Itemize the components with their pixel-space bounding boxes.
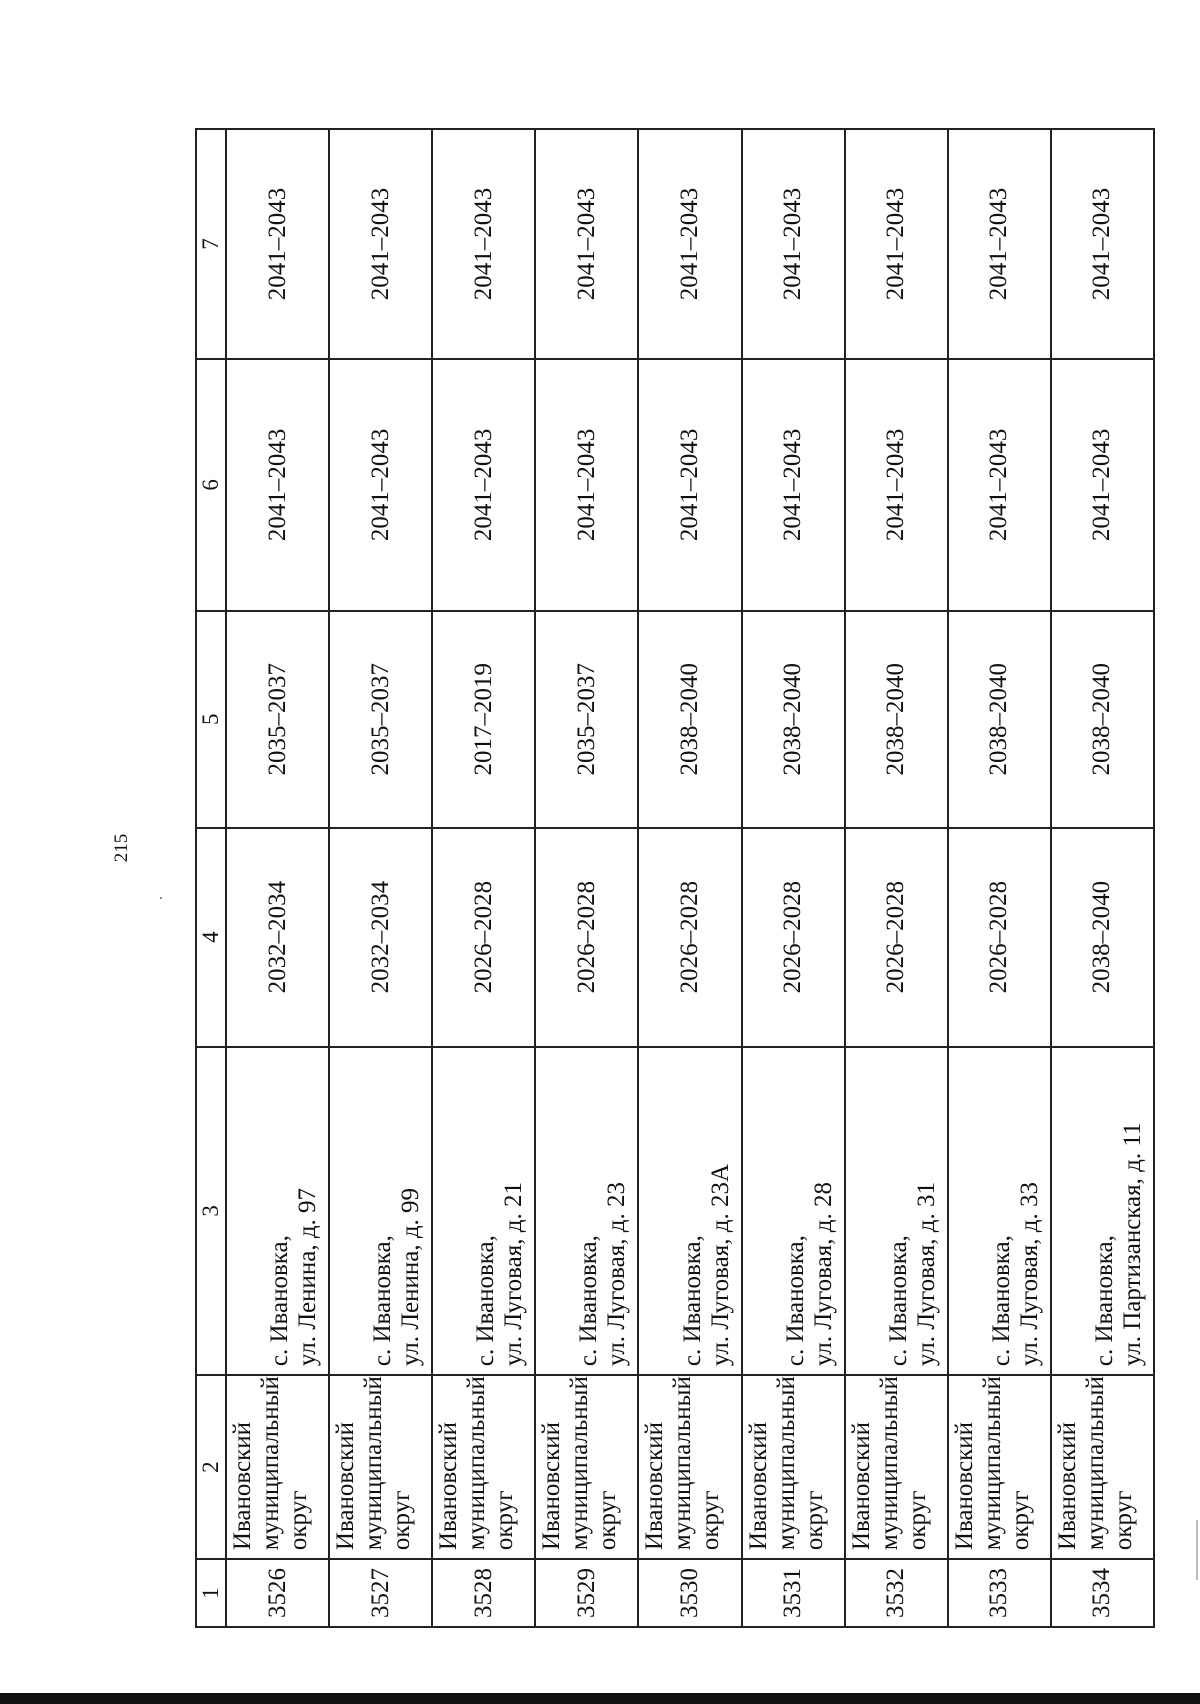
header-cell-2: 2 [196,1375,226,1559]
schedule-table [195,128,1155,1628]
period-cell-5: 2038–2040 [638,611,741,828]
district-line: муниципальный [875,1376,903,1551]
district-line: округ [594,1490,622,1551]
address-line: ул. Луговая, д. 21 [500,1182,528,1367]
row-number-cell: 3527 [329,1559,432,1627]
district-line: муниципальный [772,1376,800,1551]
period-cell-6: 2041–2043 [535,359,638,611]
row-number-cell: 3531 [742,1559,845,1627]
row-number-cell: 3529 [535,1559,638,1627]
table-row [1051,129,1154,1627]
address-cell [845,1047,948,1376]
address-line: с. Ивановка, [678,1235,706,1367]
district-line: округ [800,1490,828,1551]
address-cell [742,1047,845,1376]
address-cell [948,1047,1051,1376]
district-cell [329,1375,432,1559]
address-line: с. Ивановка, [369,1235,397,1367]
period-cell-4: 2038–2040 [1051,828,1154,1047]
district-cell [432,1375,535,1559]
header-cell-7: 7 [196,129,226,359]
address-cell [432,1047,535,1376]
address-line: ул. Луговая, д. 23А [706,1163,734,1367]
period-cell-6: 2041–2043 [638,359,741,611]
header-cell-1: 1 [196,1559,226,1627]
period-cell-7: 2041–2043 [742,129,845,359]
address-line: ул. Партизанская, д. 11 [1119,1122,1146,1367]
period-cell-4: 2026–2028 [432,828,535,1047]
district-line: муниципальный [669,1376,697,1551]
scan-edge-mark [1196,1520,1198,1580]
district-line: муниципальный [566,1376,594,1551]
district-line: муниципальный [463,1376,491,1551]
period-cell-7: 2041–2043 [329,129,432,359]
period-cell-7: 2041–2043 [535,129,638,359]
table-row [432,129,535,1627]
table-row [226,129,329,1627]
row-number-cell: 3533 [948,1559,1051,1627]
table-row [845,129,948,1627]
address-cell [329,1047,432,1376]
header-cell-5: 5 [196,611,226,828]
address-line: ул. Луговая, д. 33 [1015,1182,1043,1367]
address-line: с. Ивановка, [575,1235,603,1367]
address-line: с. Ивановка, [472,1235,500,1367]
period-cell-4: 2032–2034 [329,828,432,1047]
address-line: ул. Ленина, д. 99 [397,1187,425,1367]
period-cell-5: 2038–2040 [845,611,948,828]
address-line: с. Ивановка, [884,1235,912,1367]
district-line: муниципальный [978,1376,1006,1551]
period-cell-6: 2041–2043 [432,359,535,611]
period-cell-6: 2041–2043 [742,359,845,611]
scan-speck [160,897,162,899]
period-cell-7: 2041–2043 [638,129,741,359]
address-line: с. Ивановка, [266,1235,294,1367]
table-body [196,129,1154,1627]
address-cell [638,1047,741,1376]
district-line: округ [903,1490,931,1551]
district-line: округ [1109,1490,1137,1551]
period-cell-7: 2041–2043 [1051,129,1154,359]
address-line: ул. Луговая, д. 28 [809,1182,837,1367]
period-cell-6: 2041–2043 [1051,359,1154,611]
period-cell-4: 2026–2028 [638,828,741,1047]
address-line: ул. Луговая, д. 23 [603,1182,631,1367]
address-cell [535,1047,638,1376]
address-line: с. Ивановка, [781,1235,809,1367]
address-line: с. Ивановка, [1091,1235,1118,1367]
row-number-cell: 3532 [845,1559,948,1627]
district-cell [638,1375,741,1559]
district-line: округ [388,1490,416,1551]
district-cell [226,1375,329,1559]
address-line: с. Ивановка, [987,1235,1015,1367]
rotated-table-container [195,128,1155,1628]
period-cell-6: 2041–2043 [948,359,1051,611]
district-cell [845,1375,948,1559]
scan-bottom-edge [0,1693,1200,1704]
period-cell-6: 2041–2043 [329,359,432,611]
table-row [948,129,1051,1627]
address-cell [226,1047,329,1376]
period-cell-5: 2038–2040 [1051,611,1154,828]
period-cell-4: 2026–2028 [948,828,1051,1047]
period-cell-4: 2026–2028 [845,828,948,1047]
district-line: Ивановский [332,1421,360,1551]
district-cell [742,1375,845,1559]
district-cell [535,1375,638,1559]
address-cell [1051,1047,1154,1376]
district-cell [948,1375,1051,1559]
table-row [329,129,432,1627]
period-cell-4: 2026–2028 [535,828,638,1047]
header-cell-6: 6 [196,359,226,611]
row-number-cell: 3526 [226,1559,329,1627]
district-line: Ивановский [229,1421,256,1551]
period-cell-7: 2041–2043 [226,129,329,359]
district-cell [1051,1375,1154,1559]
district-line: Ивановский [538,1421,566,1551]
period-cell-5: 2035–2037 [226,611,329,828]
table-row [638,129,741,1627]
period-cell-7: 2041–2043 [845,129,948,359]
table-row [535,129,638,1627]
row-number-cell: 3534 [1051,1559,1154,1627]
district-line: Ивановский [847,1421,875,1551]
district-line: округ [285,1490,312,1551]
period-cell-6: 2041–2043 [226,359,329,611]
page-number: 215 [111,833,132,863]
row-number-cell: 3528 [432,1559,535,1627]
period-cell-7: 2041–2043 [432,129,535,359]
district-line: Ивановский [1053,1421,1081,1551]
district-line: муниципальный [1081,1376,1109,1551]
period-cell-5: 2038–2040 [948,611,1051,828]
district-line: округ [1006,1490,1034,1551]
address-line: ул. Луговая, д. 31 [912,1182,940,1367]
district-line: Ивановский [744,1421,772,1551]
district-line: муниципальный [257,1376,284,1551]
district-line: округ [491,1490,519,1551]
period-cell-5: 2017–2019 [432,611,535,828]
period-cell-4: 2032–2034 [226,828,329,1047]
address-line: ул. Ленина, д. 97 [294,1187,322,1367]
period-cell-6: 2041–2043 [845,359,948,611]
header-row [196,129,226,1627]
table-row [742,129,845,1627]
row-number-cell: 3530 [638,1559,741,1627]
district-line: Ивановский [950,1421,978,1551]
header-cell-3: 3 [196,1047,226,1376]
period-cell-5: 2035–2037 [329,611,432,828]
district-line: Ивановский [435,1421,463,1551]
period-cell-4: 2026–2028 [742,828,845,1047]
period-cell-7: 2041–2043 [948,129,1051,359]
header-cell-4: 4 [196,828,226,1047]
period-cell-5: 2035–2037 [535,611,638,828]
district-line: округ [697,1490,725,1551]
district-line: муниципальный [360,1376,388,1551]
district-line: Ивановский [641,1421,669,1551]
period-cell-5: 2038–2040 [742,611,845,828]
